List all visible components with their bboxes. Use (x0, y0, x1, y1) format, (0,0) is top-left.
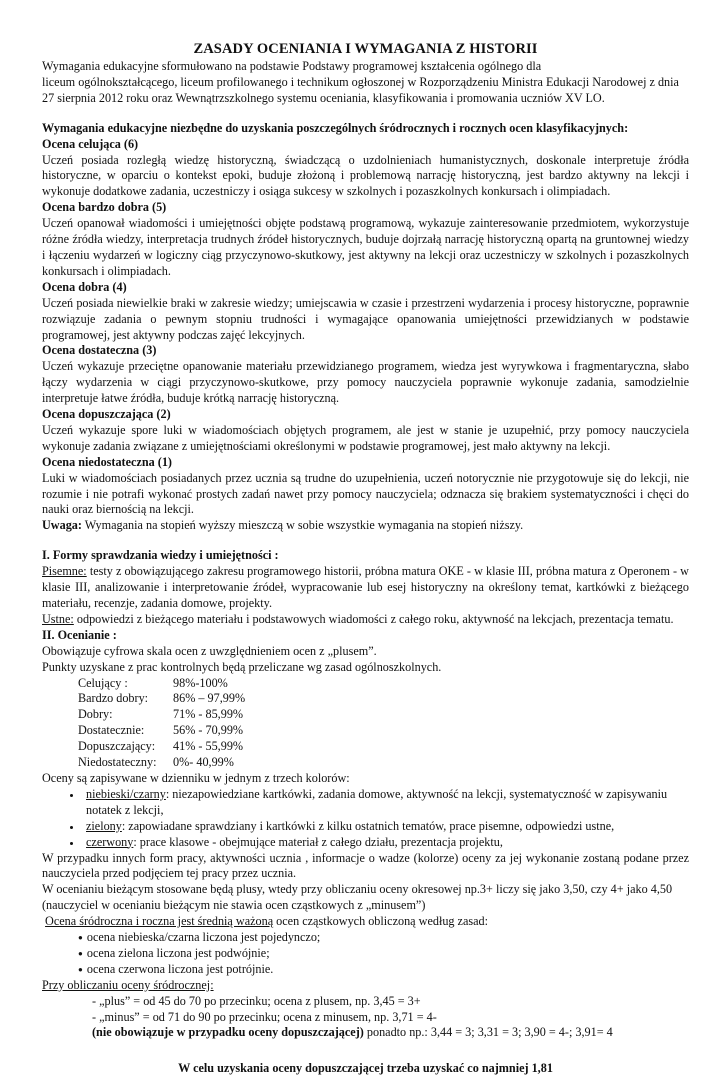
grade-dopuszczajaca (42, 407, 689, 455)
color-label: czerwony (86, 834, 134, 849)
scale-label: Dopuszczający: (78, 739, 156, 754)
grade-celujaca (42, 137, 689, 201)
weight-item: ● ocena czerwona liczona jest potrójnie. (78, 962, 689, 978)
points-intro: Punkty uzyskane z prac kontrolnych będą przeliczane wg zasad ogólnoszkolnych. (42, 659, 442, 674)
note (42, 518, 689, 534)
written-text: testy z obowiązującego zakresu programowego historii, próbna matura OKE - w klasie III, próbna matura z Operonem - w klasie III, analizowanie i interpretowanie źródeł, wypracowanie lub esej historyczny na określony temat, kartkówki z bieżącego materiału, recenzje, zadania domowe, projekty. (42, 564, 689, 610)
note-text: Wymagania na stopień wyższy mieszczą w sobie wszystkie wymagania na stopień niższy. (81, 518, 524, 533)
scale-label: Bardzo dobry: (78, 691, 149, 706)
calc-rule-plus: - „plus” = od 45 do 70 po przecinku; ocena z plusem, np. 3,45 = 3+ (92, 993, 421, 1008)
color-text: : prace klasowe - obejmujące materiał z całego działu, prezentacja projektu, (133, 834, 503, 849)
scale-intro: Obowiązuje cyfrowa skala ocen z uwzględnieniem ocen z „plusem”. (42, 643, 377, 658)
grade-heading: Ocena niedostateczna (1) (42, 454, 172, 469)
grade-scale (78, 676, 689, 771)
color-text: : niezapowiedziane kartkówki, zadania domowe, aktywność na lekcji, systematyczność w zapisywaniu notatek z lekcji, (86, 786, 668, 817)
scale-row (78, 755, 689, 771)
written-label: Pisemne: (42, 564, 87, 579)
grade-niedostateczna (42, 455, 689, 519)
grade-bardzo-dobra (42, 200, 689, 280)
pluses-line-2: (nauczyciel w ocenianiu bieżącym nie stawia ocen cząstkowych z „minusem”) (42, 898, 426, 913)
scale-row (78, 691, 689, 707)
weighted-average (42, 914, 689, 930)
grade-heading: Ocena bardzo dobra (5) (42, 200, 167, 215)
scale-label: Niedostateczny: (78, 755, 157, 770)
calc-rule-minus: - „minus” = od 71 do 90 po przecinku; ocena z minusem, np. 3,71 = 4- (92, 1009, 437, 1024)
oral-forms (42, 612, 689, 628)
grade-description: Uczeń posiada niewielkie braki w zakresie wiedzy; umiejscawia w czasie i przestrzeni wydarzenia i procesy historyczne, poprawnie rozwiązuje zadania o pewnym stopniu trudności i wymagające opanowania umiejętności przewidzianych w podstawie programowej, jest aktywny podczas zajęć lekcyjnych. (42, 295, 689, 342)
scale-label: Celujący : (78, 675, 128, 690)
color-label: zielony (86, 818, 122, 833)
scale-row (78, 739, 689, 755)
weighted-average-label: Ocena śródroczna i roczna jest średnią ważoną (45, 914, 274, 929)
grade-description: Uczeń wykazuje przeciętne opanowanie materiału przewidzianego programem, wiedza jest wyrywkowa i fragmentaryczna, słabo łączy wydarzenia w ciągi przyczynowo-skutkowe, przy pomocy nauczyciela poprawnie wykonuje zadania, samodzielnie interpretuje łatwe źródła, buduje krótką narrację historyczną. (42, 359, 689, 406)
weight-item: ● ocena zielona liczona jest podwójnie; (78, 946, 689, 962)
weights-list (78, 930, 689, 978)
scale-range: 86% – 97,99% (173, 691, 246, 706)
grade-description: Uczeń opanował wiadomości i umiejętności objęte podstawą programową, wykazuje zainteresowanie przedmiotem, wykorzystuje różne źródła wiedzy, interpretacja trudnych źródeł historycznych, buduje dojrzałą narrację historyczną opartą na gruntownej wiedzy i łączeniu wydarzeń w logiczny ciąg przyczynowo-skutkowy, jest aktywny na lekcji oraz uczestniczy w szkolnych i pozaszkolnych konkursach i olimpiadach. (42, 216, 689, 278)
colors-intro: Oceny są zapisywane w dzienniku w jednym z trzech kolorów: (42, 770, 350, 785)
grade-dostateczna (42, 343, 689, 407)
weight-item: ● ocena niebieska/czarna liczona jest pojedynczo; (78, 930, 689, 946)
scale-label: Dostatecznie: (78, 723, 145, 738)
oral-label: Ustne: (42, 611, 74, 626)
color-label: niebieski/czarny (86, 786, 166, 801)
grade-description: Luki w wiadomościach posiadanych przez ucznia są trudne do uzupełnienia, uczeń notorycznie nie przygotowuje się do lekcji, nie rozumie i nie potrafi wykonać prostych zadań nawet przy pomocy nauczyciela; odznacza się brakiem systematyczności i chęci do nauki oraz biernością na lekcji. (42, 470, 689, 517)
grade-heading: Ocena dobra (4) (42, 279, 127, 294)
intro-block (42, 59, 689, 107)
final-note: W celu uzyskania oceny dopuszczającej trzeba uzyskać co najmniej 1,81 (178, 1061, 553, 1076)
scale-row (78, 707, 689, 723)
color-item-blue-black (82, 787, 689, 819)
color-list (42, 787, 689, 851)
calc-note-examples: ponadto np.: 3,44 = 3; 3,31 = 3; 3,90 = 4-; 3,91= 4 (363, 1025, 613, 1040)
written-forms (42, 564, 689, 612)
grade-dobra (42, 280, 689, 344)
section-2-heading: II. Ocenianie : (42, 627, 117, 642)
scale-range: 0%- 40,99% (173, 755, 234, 770)
document-page (42, 36, 689, 1077)
color-item-red (82, 835, 689, 851)
color-item-green (82, 819, 689, 835)
calc-heading: Przy obliczaniu oceny śródrocznej: (42, 977, 214, 992)
intro-line-1: Wymagania edukacyjne sformułowano na podstawie Podstawy programowej kształcenia ogólnego dla (42, 59, 542, 73)
grade-description: Uczeń wykazuje spore luki w wiadomościach objętych programem, ale jest w stanie je uzupełnić, przy pomocy nauczyciela wykonuje zadania związane z umiejętnościami określonymi w podstawie programowej, jest mało aktywny na lekcji. (42, 422, 689, 453)
scale-range: 41% - 55,99% (173, 739, 244, 754)
intro-line-2: liceum ogólnokształcącego, liceum profilowanego i technikum ogłoszonej w Rozporządzeniu Ministra Edukacji Narodowej z dnia 27 sierpnia 2012 roku oraz Wewnątrzszkolnego systemu oceniania, klasyfikowania i promowania uczniów XV LO. (42, 74, 679, 105)
scale-row (78, 723, 689, 739)
scale-label: Dobry: (78, 707, 113, 722)
calc-note-bold: (nie obowiązuje w przypadku oceny dopuszczającej) (92, 1025, 364, 1040)
pluses-line-1: W ocenianiu bieżącym stosowane będą plusy, wtedy przy obliczaniu oceny okresowej np.3+ liczy się jako 3,50, czy 4+ jako 4,50 (42, 882, 673, 897)
calc-note (92, 1025, 689, 1041)
scale-row (78, 676, 689, 692)
section-1-heading: I. Formy sprawdzania wiedzy i umiejętności : (42, 548, 279, 563)
note-label: Uwaga: (42, 518, 82, 533)
grade-description: Uczeń posiada rozległą wiedzę historyczną, świadczącą o uzdolnieniach humanistycznych, doskonale interpretuje źródła historyczne, w oparciu o kontekst epoki, buduje złożoną i problemową narrację historyczną, jest bardzo aktywny na lekcji i wykonuje dodatkowe zadania, uczestniczy i osiąga sukcesy w szkolnych i pozaszkolnych konkursach i olimpiadach. (42, 152, 689, 199)
grade-heading: Ocena dostateczna (3) (42, 343, 157, 358)
calc-rules (92, 994, 689, 1042)
requirements-heading: Wymagania edukacyjne niezbędne do uzyskania poszczególnych śródrocznych i rocznych ocen klasyfikacyjnych: (42, 120, 629, 135)
weighted-average-text: ocen cząstkowych obliczoną według zasad: (273, 914, 489, 929)
color-text: : zapowiadane sprawdziany i kartkówki z kilku ostatnich tematów, prace pisemne, odpowiedzi ustne, (121, 818, 615, 833)
document-title: ZASADY OCENIANIA I WYMAGANIA Z HISTORII (193, 41, 538, 57)
grade-heading: Ocena dopuszczająca (2) (42, 407, 171, 422)
grade-heading: Ocena celująca (6) (42, 136, 139, 151)
other-forms: W przypadku innych form pracy, aktywności ucznia , informacje o wadze (kolorze) oceny za jej wykonanie zostaną podane przez nauczyciela przed podjęciem tej pracy przez ucznia. (42, 850, 689, 881)
scale-range: 56% - 70,99% (173, 723, 244, 738)
oral-text: odpowiedzi z bieżącego materiału i podstawowych wiadomości z całego roku, aktywność na lekcjach, prezentacja tematu. (73, 611, 674, 626)
scale-range: 71% - 85,99% (173, 707, 244, 722)
scale-range: 98%-100% (173, 675, 228, 690)
